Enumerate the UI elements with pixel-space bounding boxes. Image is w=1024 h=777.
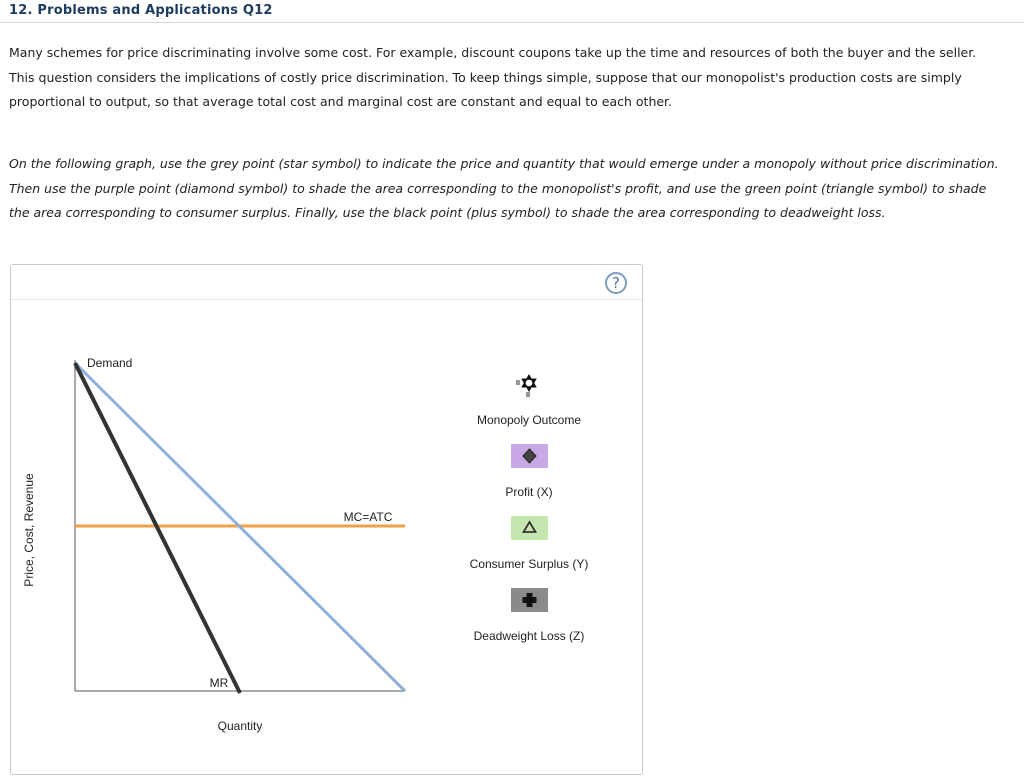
instructions-paragraph: On the following graph, use the grey point (star symbol) to indicate the price and quantity that would emerge under a monopoly without price discrimination. Then use the purple point (diamond symbol) to shade the area corresponding to the monopolist's profit, and use the green point (triangle symbol) to shade the area corresponding to consumer surplus. Finally, use the black point (plus symbol) to shade the area corresponding to deadweight loss.	[9, 156, 999, 221]
graph-panel	[10, 264, 643, 775]
consumer-surplus-label: Consumer Surplus (Y)	[469, 557, 589, 571]
deadweight-loss-tool[interactable]	[474, 588, 585, 643]
profit-label: Profit (X)	[505, 485, 553, 499]
monopoly-outcome-tool[interactable]	[477, 374, 581, 427]
mc-atc-label: MC=ATC	[343, 510, 393, 524]
help-icon[interactable]: ?	[605, 272, 627, 294]
deadweight-loss-label: Deadweight Loss (Z)	[473, 629, 585, 643]
consumer-surplus-tool[interactable]	[470, 516, 589, 571]
star-icon[interactable]	[516, 374, 537, 397]
x-axis-label: Quantity	[217, 719, 263, 733]
y-axis-label: Price, Cost, Revenue	[22, 473, 36, 587]
mr-label: MR	[209, 676, 229, 690]
header-bar	[0, 0, 1024, 23]
consumer-surplus-swatch[interactable]	[511, 516, 548, 540]
page-title: 12. Problems and Applications Q12	[9, 3, 273, 18]
monopoly-outcome-label: Monopoly Outcome	[476, 413, 582, 427]
mr-curve	[75, 363, 240, 693]
graph-canvas[interactable]	[11, 265, 642, 774]
intro-paragraph: Many schemes for price discriminating involve some cost. For example, discount coupons take up the time and resources of both the buyer and the seller. This question considers the implications of costly price discrimination. To keep things simple, suppose that our monopolist's production costs are simply proportional to output, so that average total cost and marginal cost are constant and equal to each other.	[9, 45, 977, 110]
profit-tool[interactable]	[505, 444, 552, 499]
demand-label: Demand	[87, 356, 133, 370]
